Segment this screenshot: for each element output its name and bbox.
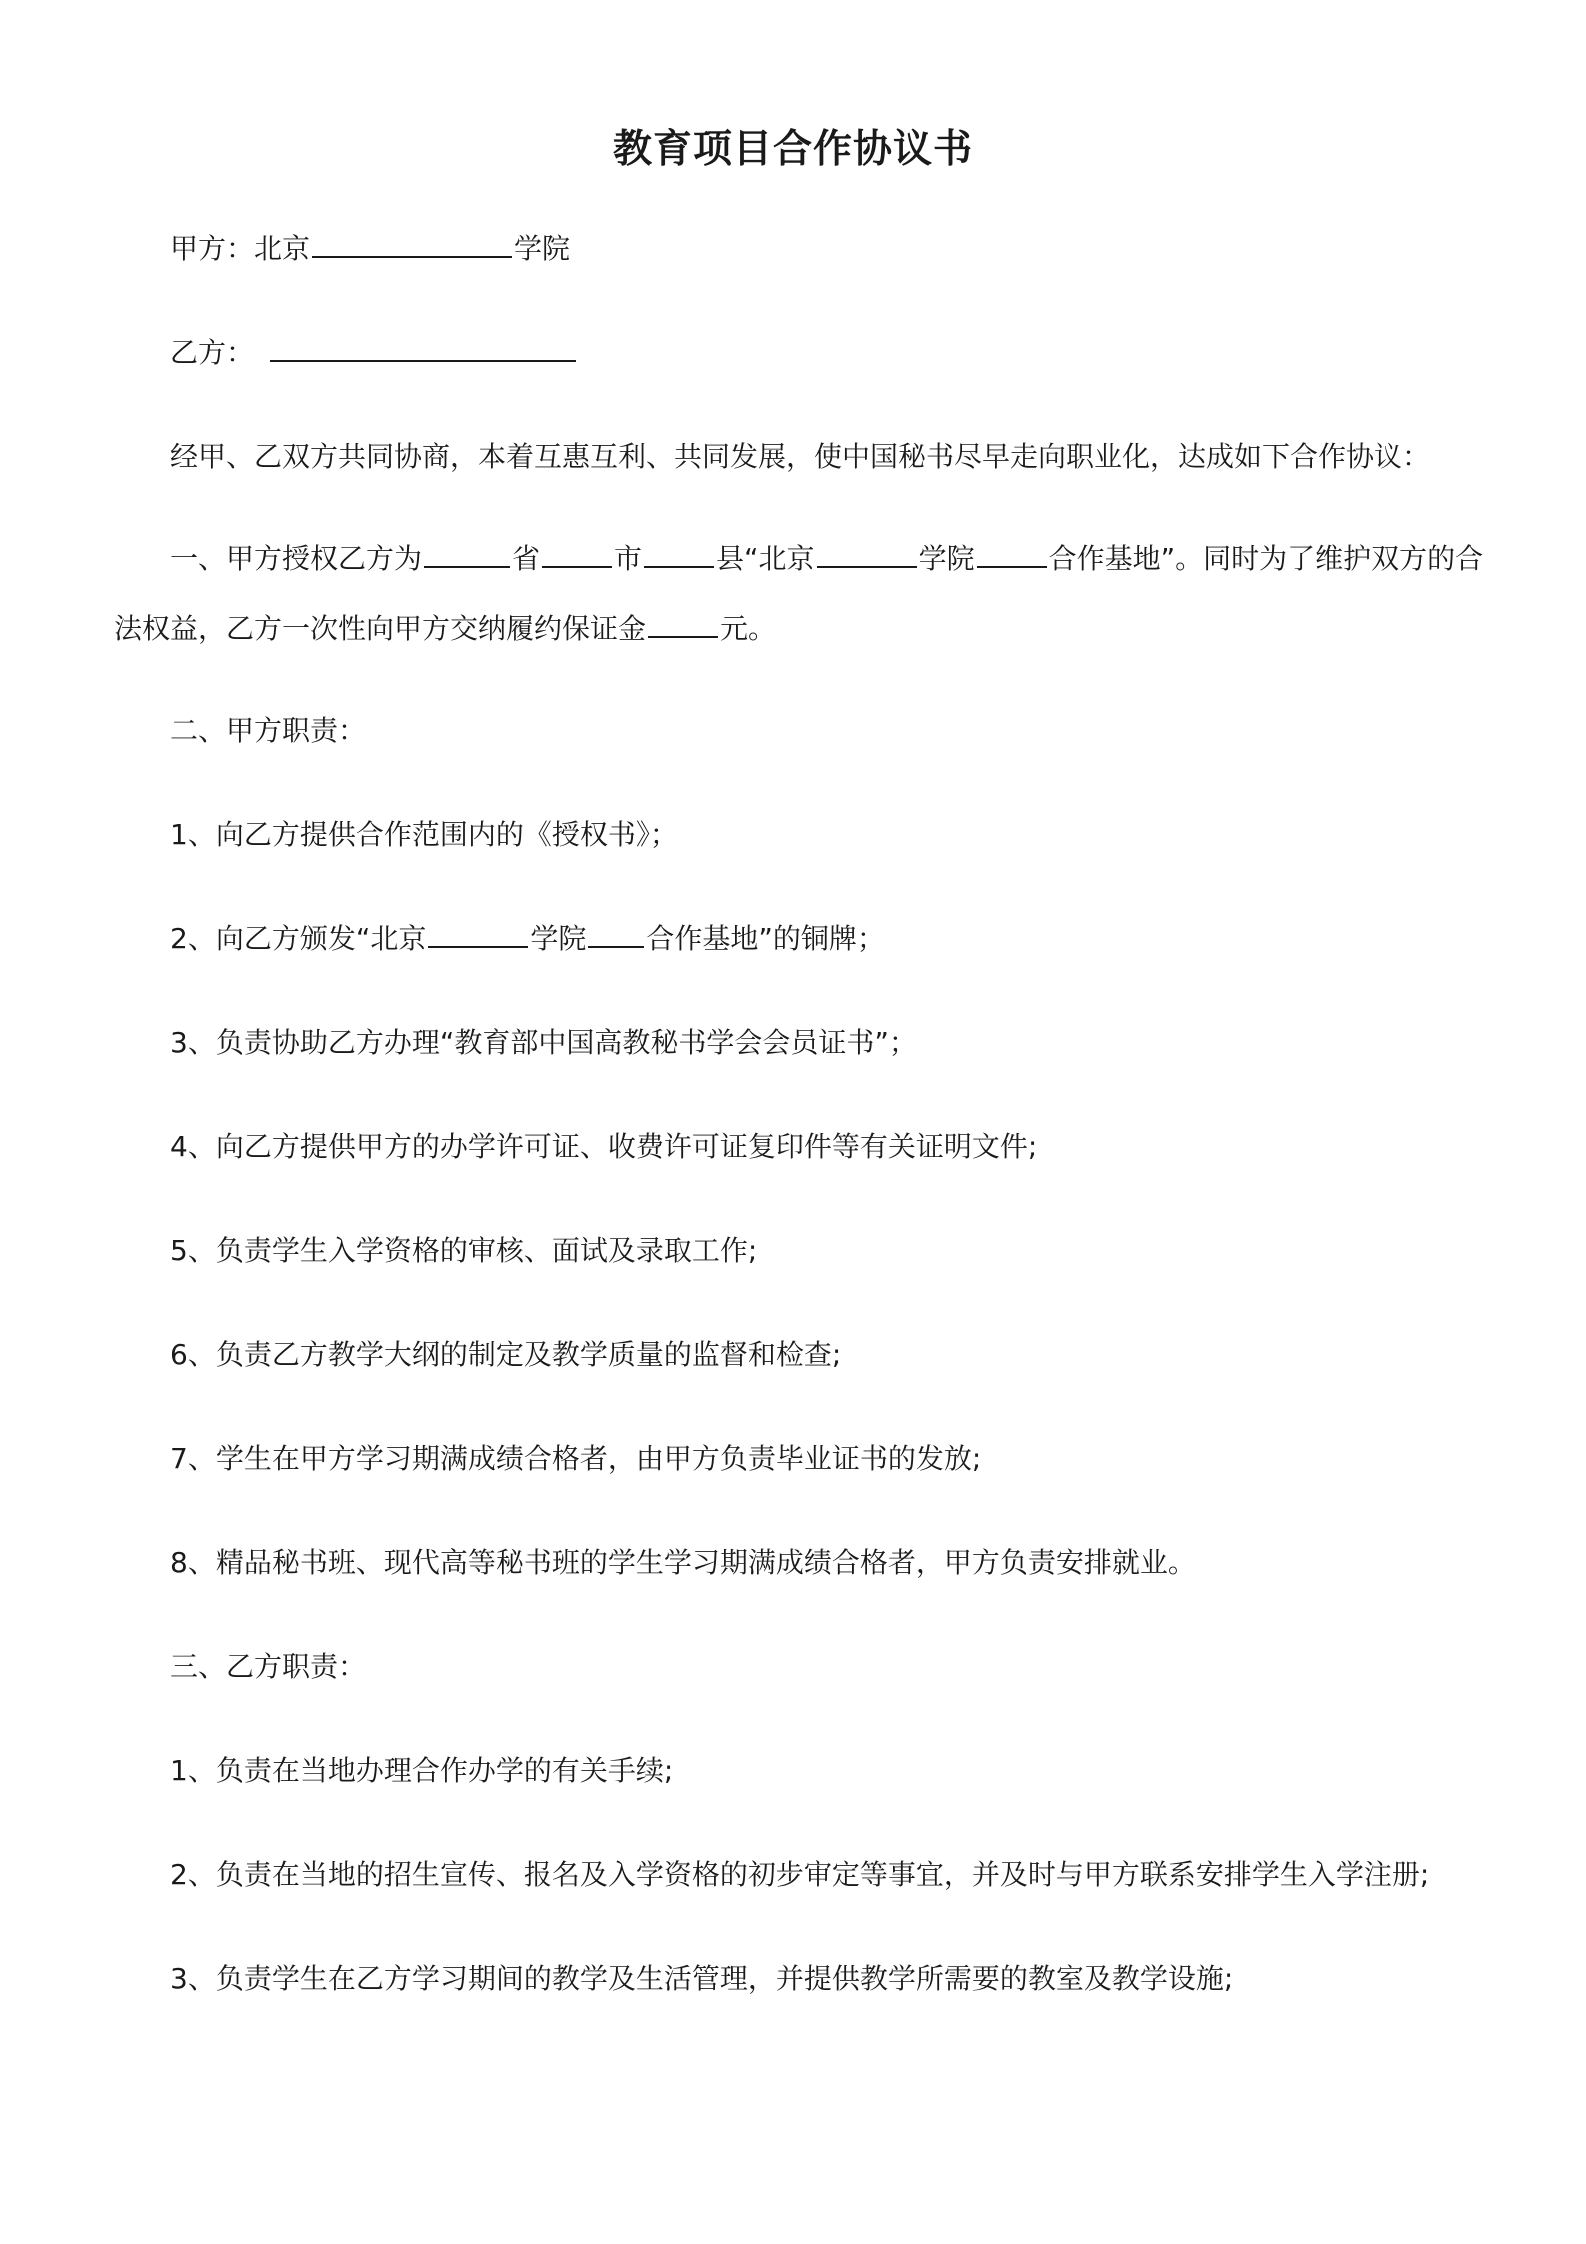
party-b-prefix: 乙方： <box>170 336 255 369</box>
section-2-item-6: 6、负责乙方教学大纲的制定及教学质量的监督和检查; <box>170 1338 842 1371</box>
city-blank <box>542 540 612 568</box>
party-b-blank <box>270 334 576 362</box>
intro-paragraph: 经甲、乙双方共同协商，本着互惠互利、共同发展，使中国秘书尽早走向职业化，达成如下合作协议： <box>170 440 1431 473</box>
section-2-heading: 二、甲方职责： <box>170 714 367 747</box>
party-a-prefix: 甲方：北京 <box>170 232 311 265</box>
item-2-base-blank <box>588 920 644 948</box>
section-3-heading: 三、乙方职责： <box>170 1650 367 1683</box>
item-2-text-3: 合作基地”的铜牌； <box>646 922 885 955</box>
deposit-blank <box>648 610 718 638</box>
college-blank <box>817 540 917 568</box>
section-2-item-7: 7、学生在甲方学习期满成绩合格者，由甲方负责毕业证书的发放; <box>170 1442 982 1475</box>
section-3-item-2: 2、负责在当地的招生宣传、报名及入学资格的初步审定等事宜，并及时与甲方联系安排学生入学注册; <box>170 1858 1430 1891</box>
section-2-item-8: 8、精品秘书班、现代高等秘书班的学生学习期满成绩合格者，甲方负责安排就业。 <box>170 1546 1196 1579</box>
party-a-suffix: 学院 <box>514 232 571 265</box>
clause-1-text-7: 元。 <box>720 612 777 645</box>
section-2-item-3: 3、负责协助乙方办理“教育部中国高教秘书学会会员证书”； <box>170 1026 917 1059</box>
clause-1-text-6: 合作基地”。同时为了维护双方的合法权益，乙方一次性向甲方交纳履约保证金 <box>114 542 1484 645</box>
party-b-line <box>170 333 578 373</box>
item-2-college-blank <box>428 920 528 948</box>
section-2-item-1: 1、向乙方提供合作范围内的《授权书》； <box>170 818 678 851</box>
clause-1-text-4: 县“北京 <box>716 542 815 575</box>
county-blank <box>644 540 714 568</box>
clause-1-paragraph <box>114 524 1494 664</box>
party-a-line <box>170 229 570 269</box>
section-2-item-5: 5、负责学生入学资格的审核、面试及录取工作; <box>170 1234 758 1267</box>
clause-1-text-3: 市 <box>614 542 643 575</box>
clause-1-text-1: 一、甲方授权乙方为 <box>170 542 423 575</box>
province-blank <box>424 540 510 568</box>
base-blank <box>977 540 1047 568</box>
item-2-text-2: 学院 <box>530 922 587 955</box>
clause-1-text-5: 学院 <box>918 542 975 575</box>
party-a-blank <box>312 230 512 258</box>
item-2-text-1: 2、向乙方颁发“北京 <box>170 922 427 955</box>
section-3-item-1: 1、负责在当地办理合作办学的有关手续; <box>170 1754 674 1787</box>
document-title: 教育项目合作协议书 <box>612 127 973 172</box>
section-2-item-4: 4、向乙方提供甲方的办学许可证、收费许可证复印件等有关证明文件; <box>170 1130 1038 1163</box>
clause-1-text-2: 省 <box>512 542 541 575</box>
section-2-item-2 <box>170 919 885 959</box>
section-3-item-3: 3、负责学生在乙方学习期间的教学及生活管理，并提供教学所需要的教室及教学设施; <box>170 1962 1234 1995</box>
